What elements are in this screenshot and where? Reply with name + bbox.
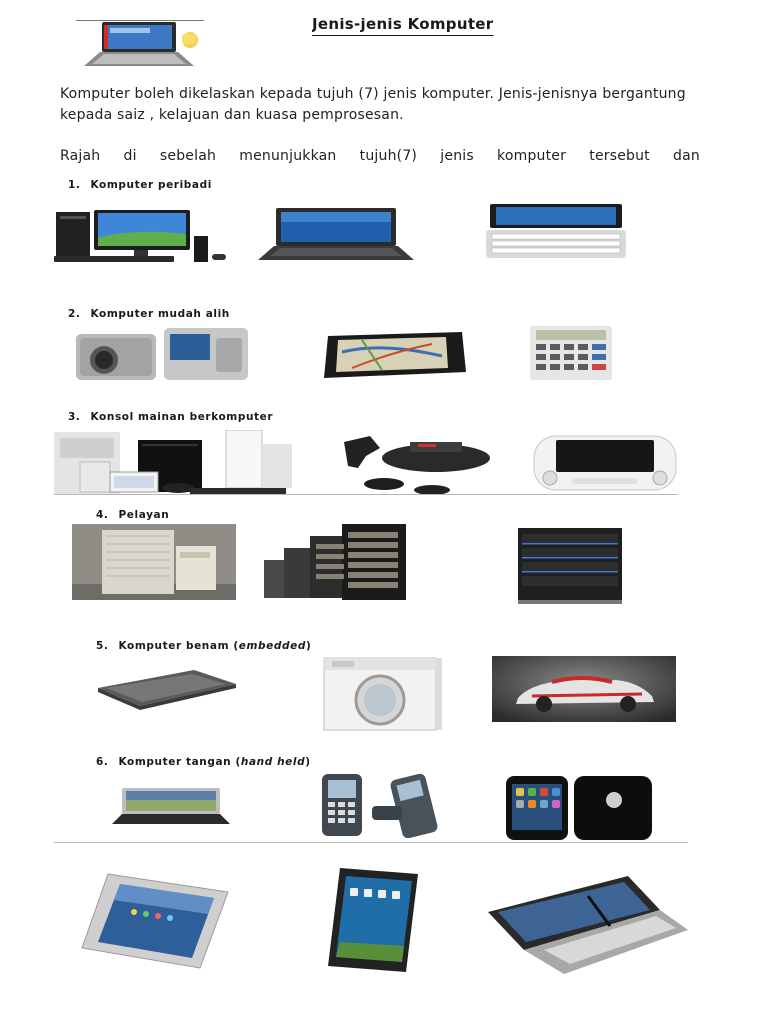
section-heading-6 (96, 756, 311, 768)
section-label: Komputer mudah alih (90, 308, 230, 320)
section-label-italic: hand held (240, 756, 306, 768)
section-label: Komputer tangan ( (118, 756, 241, 768)
section-label-suffix: ) (305, 640, 312, 652)
server-tower-icon (262, 522, 408, 602)
netbook-icon (110, 786, 232, 826)
section-number: 3. (68, 411, 81, 423)
section-heading-4 (96, 509, 169, 521)
section-label: Komputer peribadi (90, 179, 212, 191)
tablet-icon (80, 870, 230, 970)
handheld-console-icon (532, 434, 678, 492)
page-title-text: Jenis-jenis Komputer (312, 18, 494, 33)
gps-device-icon (322, 332, 468, 380)
section-heading-2 (68, 308, 230, 320)
laptop-clipart-icon (74, 20, 206, 70)
game-console-icon (54, 430, 294, 494)
section-label: Konsol mainan berkomputer (90, 411, 274, 423)
divider (54, 494, 678, 495)
android-tablet-icon (326, 866, 420, 974)
laptop-icon (256, 206, 416, 262)
server-icon (516, 526, 624, 606)
section-heading-1 (68, 179, 212, 191)
smartphone-icon (504, 774, 654, 840)
server-cabinet-icon (72, 524, 236, 600)
digital-camera-icon (74, 326, 250, 384)
scanner-icon (96, 666, 238, 710)
mini-laptop-icon (484, 202, 628, 260)
section-label: Komputer benam ( (118, 640, 239, 652)
section-number: 6. (96, 756, 109, 768)
figure-paragraph: Rajah di sebelah menunjukkan tujuh(7) jenis komputer tersebut dan (60, 148, 700, 164)
section-label-italic: embedded (238, 640, 306, 652)
section-heading-3 (68, 411, 273, 423)
section-number: 5. (96, 640, 109, 652)
handheld-scanner-icon (318, 772, 456, 838)
calculator-icon (528, 326, 614, 380)
page-title (312, 18, 502, 40)
section-number: 1. (68, 179, 81, 191)
washing-machine-icon (322, 656, 444, 732)
intro-paragraph: Komputer boleh dikelaskan kepada tujuh (7) jenis komputer. Jenis-jenisnya bergantung kepada saiz , kelajuan dan kuasa pemprosesan. (60, 86, 686, 123)
section-label-suffix: ) (305, 756, 311, 768)
convertible-tablet-icon (484, 866, 690, 976)
section-label: Pelayan (118, 509, 170, 521)
desktop-computer-icon (54, 208, 228, 264)
retro-console-icon (340, 432, 490, 494)
section-heading-5 (96, 640, 311, 652)
section-number: 2. (68, 308, 81, 320)
divider (54, 842, 688, 843)
car-icon (492, 656, 676, 722)
section-number: 4. (96, 509, 109, 521)
